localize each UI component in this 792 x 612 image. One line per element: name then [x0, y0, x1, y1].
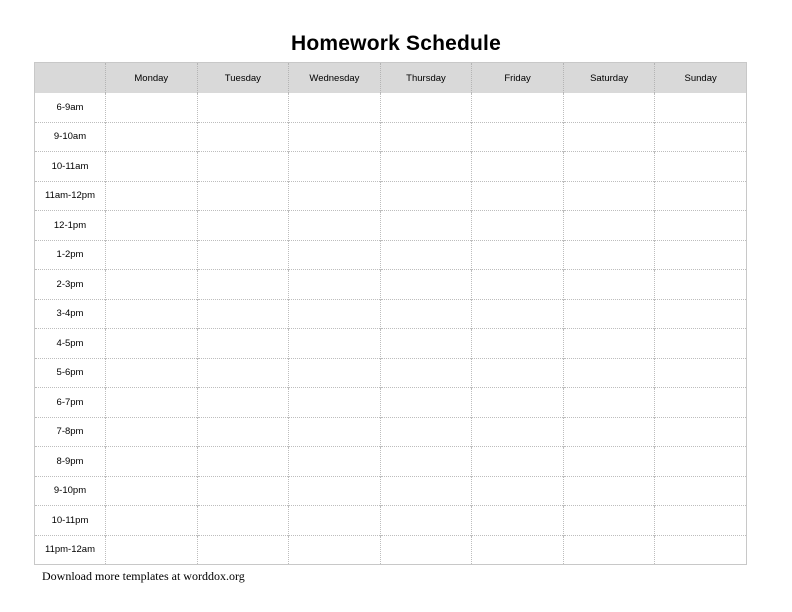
- schedule-cell: [289, 417, 381, 447]
- schedule-cell: [472, 329, 564, 359]
- schedule-cell: [563, 329, 655, 359]
- schedule-cell: [472, 152, 564, 182]
- schedule-cell: [197, 417, 289, 447]
- schedule-cell: [380, 240, 472, 270]
- schedule-cell: [289, 299, 381, 329]
- time-slot-row: [35, 181, 747, 211]
- schedule-header: [35, 63, 747, 94]
- schedule-cell: [106, 299, 198, 329]
- header-row: [35, 63, 747, 94]
- schedule-cell: [106, 388, 198, 418]
- schedule-cell: [563, 417, 655, 447]
- time-slot-label: 3-4pm: [35, 299, 106, 329]
- schedule-cell: [106, 93, 198, 122]
- schedule-cell: [563, 506, 655, 536]
- schedule-cell: [380, 417, 472, 447]
- schedule-cell: [106, 122, 198, 152]
- schedule-cell: [472, 506, 564, 536]
- schedule-body: [35, 93, 747, 565]
- schedule-cell: [563, 358, 655, 388]
- schedule-cell: [472, 535, 564, 565]
- day-header-monday: Monday: [106, 63, 198, 94]
- schedule-cell: [197, 476, 289, 506]
- time-slot-row: [35, 93, 747, 122]
- schedule-cell: [380, 329, 472, 359]
- schedule-cell: [655, 270, 747, 300]
- time-slot-row: [35, 535, 747, 565]
- footer-credit: Download more templates at worddox.org: [42, 569, 245, 583]
- schedule-cell: [563, 388, 655, 418]
- schedule-cell: [472, 476, 564, 506]
- schedule-cell: [289, 358, 381, 388]
- schedule-cell: [289, 447, 381, 477]
- schedule-cell: [380, 535, 472, 565]
- schedule-cell: [289, 211, 381, 241]
- schedule-cell: [655, 358, 747, 388]
- schedule-cell: [563, 152, 655, 182]
- time-slot-row: [35, 358, 747, 388]
- schedule-cell: [289, 270, 381, 300]
- schedule-cell: [655, 181, 747, 211]
- schedule-cell: [563, 447, 655, 477]
- schedule-cell: [472, 122, 564, 152]
- day-header-friday: Friday: [472, 63, 564, 94]
- schedule-cell: [197, 211, 289, 241]
- schedule-cell: [289, 152, 381, 182]
- schedule-cell: [289, 476, 381, 506]
- schedule-cell: [380, 476, 472, 506]
- schedule-cell: [472, 240, 564, 270]
- schedule-cell: [563, 240, 655, 270]
- schedule-cell: [563, 93, 655, 122]
- schedule-cell: [106, 211, 198, 241]
- schedule-cell: [472, 417, 564, 447]
- header-corner-cell: [35, 63, 106, 94]
- schedule-cell: [289, 506, 381, 536]
- schedule-cell: [380, 93, 472, 122]
- schedule-cell: [197, 181, 289, 211]
- schedule-cell: [655, 122, 747, 152]
- schedule-cell: [106, 535, 198, 565]
- schedule-cell: [563, 181, 655, 211]
- schedule-cell: [655, 506, 747, 536]
- schedule-cell: [655, 93, 747, 122]
- schedule-cell: [563, 299, 655, 329]
- schedule-cell: [380, 211, 472, 241]
- time-slot-label: 10-11pm: [35, 506, 106, 536]
- schedule-cell: [289, 329, 381, 359]
- schedule-cell: [197, 270, 289, 300]
- time-slot-label: 2-3pm: [35, 270, 106, 300]
- schedule-cell: [197, 506, 289, 536]
- schedule-cell: [380, 270, 472, 300]
- schedule-cell: [472, 358, 564, 388]
- schedule-cell: [472, 181, 564, 211]
- time-slot-row: [35, 417, 747, 447]
- time-slot-label: 6-7pm: [35, 388, 106, 418]
- schedule-table: [34, 62, 747, 565]
- schedule-cell: [197, 388, 289, 418]
- page-title: Homework Schedule: [291, 32, 501, 55]
- schedule-cell: [655, 329, 747, 359]
- schedule-cell: [289, 122, 381, 152]
- day-header-wednesday: Wednesday: [289, 63, 381, 94]
- schedule-cell: [106, 447, 198, 477]
- schedule-cell: [289, 535, 381, 565]
- schedule-cell: [655, 211, 747, 241]
- time-slot-label: 1-2pm: [35, 240, 106, 270]
- schedule-cell: [106, 417, 198, 447]
- time-slot-label: 6-9am: [35, 93, 106, 122]
- schedule-cell: [197, 535, 289, 565]
- schedule-cell: [380, 388, 472, 418]
- schedule-cell: [655, 240, 747, 270]
- schedule-cell: [106, 270, 198, 300]
- time-slot-row: [35, 329, 747, 359]
- schedule-cell: [197, 447, 289, 477]
- schedule-cell: [655, 152, 747, 182]
- schedule-cell: [655, 476, 747, 506]
- schedule-cell: [563, 535, 655, 565]
- schedule-cell: [380, 358, 472, 388]
- schedule-cell: [197, 152, 289, 182]
- schedule-cell: [106, 329, 198, 359]
- schedule-cell: [472, 93, 564, 122]
- schedule-cell: [197, 240, 289, 270]
- schedule-cell: [472, 447, 564, 477]
- schedule-cell: [563, 476, 655, 506]
- schedule-cell: [106, 181, 198, 211]
- schedule-cell: [472, 270, 564, 300]
- schedule-cell: [655, 388, 747, 418]
- schedule-cell: [106, 152, 198, 182]
- time-slot-row: [35, 211, 747, 241]
- time-slot-label: 10-11am: [35, 152, 106, 182]
- schedule-cell: [472, 211, 564, 241]
- schedule-cell: [472, 299, 564, 329]
- schedule-cell: [563, 122, 655, 152]
- time-slot-label: 12-1pm: [35, 211, 106, 241]
- schedule-cell: [289, 181, 381, 211]
- schedule-cell: [655, 417, 747, 447]
- schedule-cell: [106, 476, 198, 506]
- schedule-cell: [563, 211, 655, 241]
- schedule-cell: [197, 358, 289, 388]
- schedule-cell: [563, 270, 655, 300]
- time-slot-label: 11am-12pm: [35, 181, 106, 211]
- schedule-cell: [472, 388, 564, 418]
- schedule-cell: [197, 299, 289, 329]
- schedule-cell: [197, 122, 289, 152]
- schedule-cell: [380, 447, 472, 477]
- schedule-cell: [655, 535, 747, 565]
- day-header-sunday: Sunday: [655, 63, 747, 94]
- time-slot-label: 8-9pm: [35, 447, 106, 477]
- schedule-cell: [655, 447, 747, 477]
- time-slot-label: 4-5pm: [35, 329, 106, 359]
- schedule-cell: [380, 181, 472, 211]
- schedule-cell: [380, 299, 472, 329]
- schedule-cell: [289, 93, 381, 122]
- schedule-cell: [106, 358, 198, 388]
- schedule-cell: [380, 152, 472, 182]
- schedule-cell: [380, 122, 472, 152]
- time-slot-row: [35, 447, 747, 477]
- time-slot-row: [35, 270, 747, 300]
- time-slot-label: 11pm-12am: [35, 535, 106, 565]
- schedule-cell: [289, 388, 381, 418]
- day-header-tuesday: Tuesday: [197, 63, 289, 94]
- day-header-thursday: Thursday: [380, 63, 472, 94]
- time-slot-row: [35, 476, 747, 506]
- time-slot-label: 5-6pm: [35, 358, 106, 388]
- time-slot-label: 7-8pm: [35, 417, 106, 447]
- schedule-cell: [380, 506, 472, 536]
- time-slot-row: [35, 122, 747, 152]
- time-slot-label: 9-10am: [35, 122, 106, 152]
- schedule-cell: [655, 299, 747, 329]
- time-slot-row: [35, 240, 747, 270]
- time-slot-row: [35, 388, 747, 418]
- schedule-cell: [106, 506, 198, 536]
- time-slot-row: [35, 299, 747, 329]
- schedule-cell: [289, 240, 381, 270]
- schedule-cell: [197, 329, 289, 359]
- day-header-saturday: Saturday: [563, 63, 655, 94]
- time-slot-label: 9-10pm: [35, 476, 106, 506]
- schedule-cell: [197, 93, 289, 122]
- schedule-cell: [106, 240, 198, 270]
- time-slot-row: [35, 152, 747, 182]
- time-slot-row: [35, 506, 747, 536]
